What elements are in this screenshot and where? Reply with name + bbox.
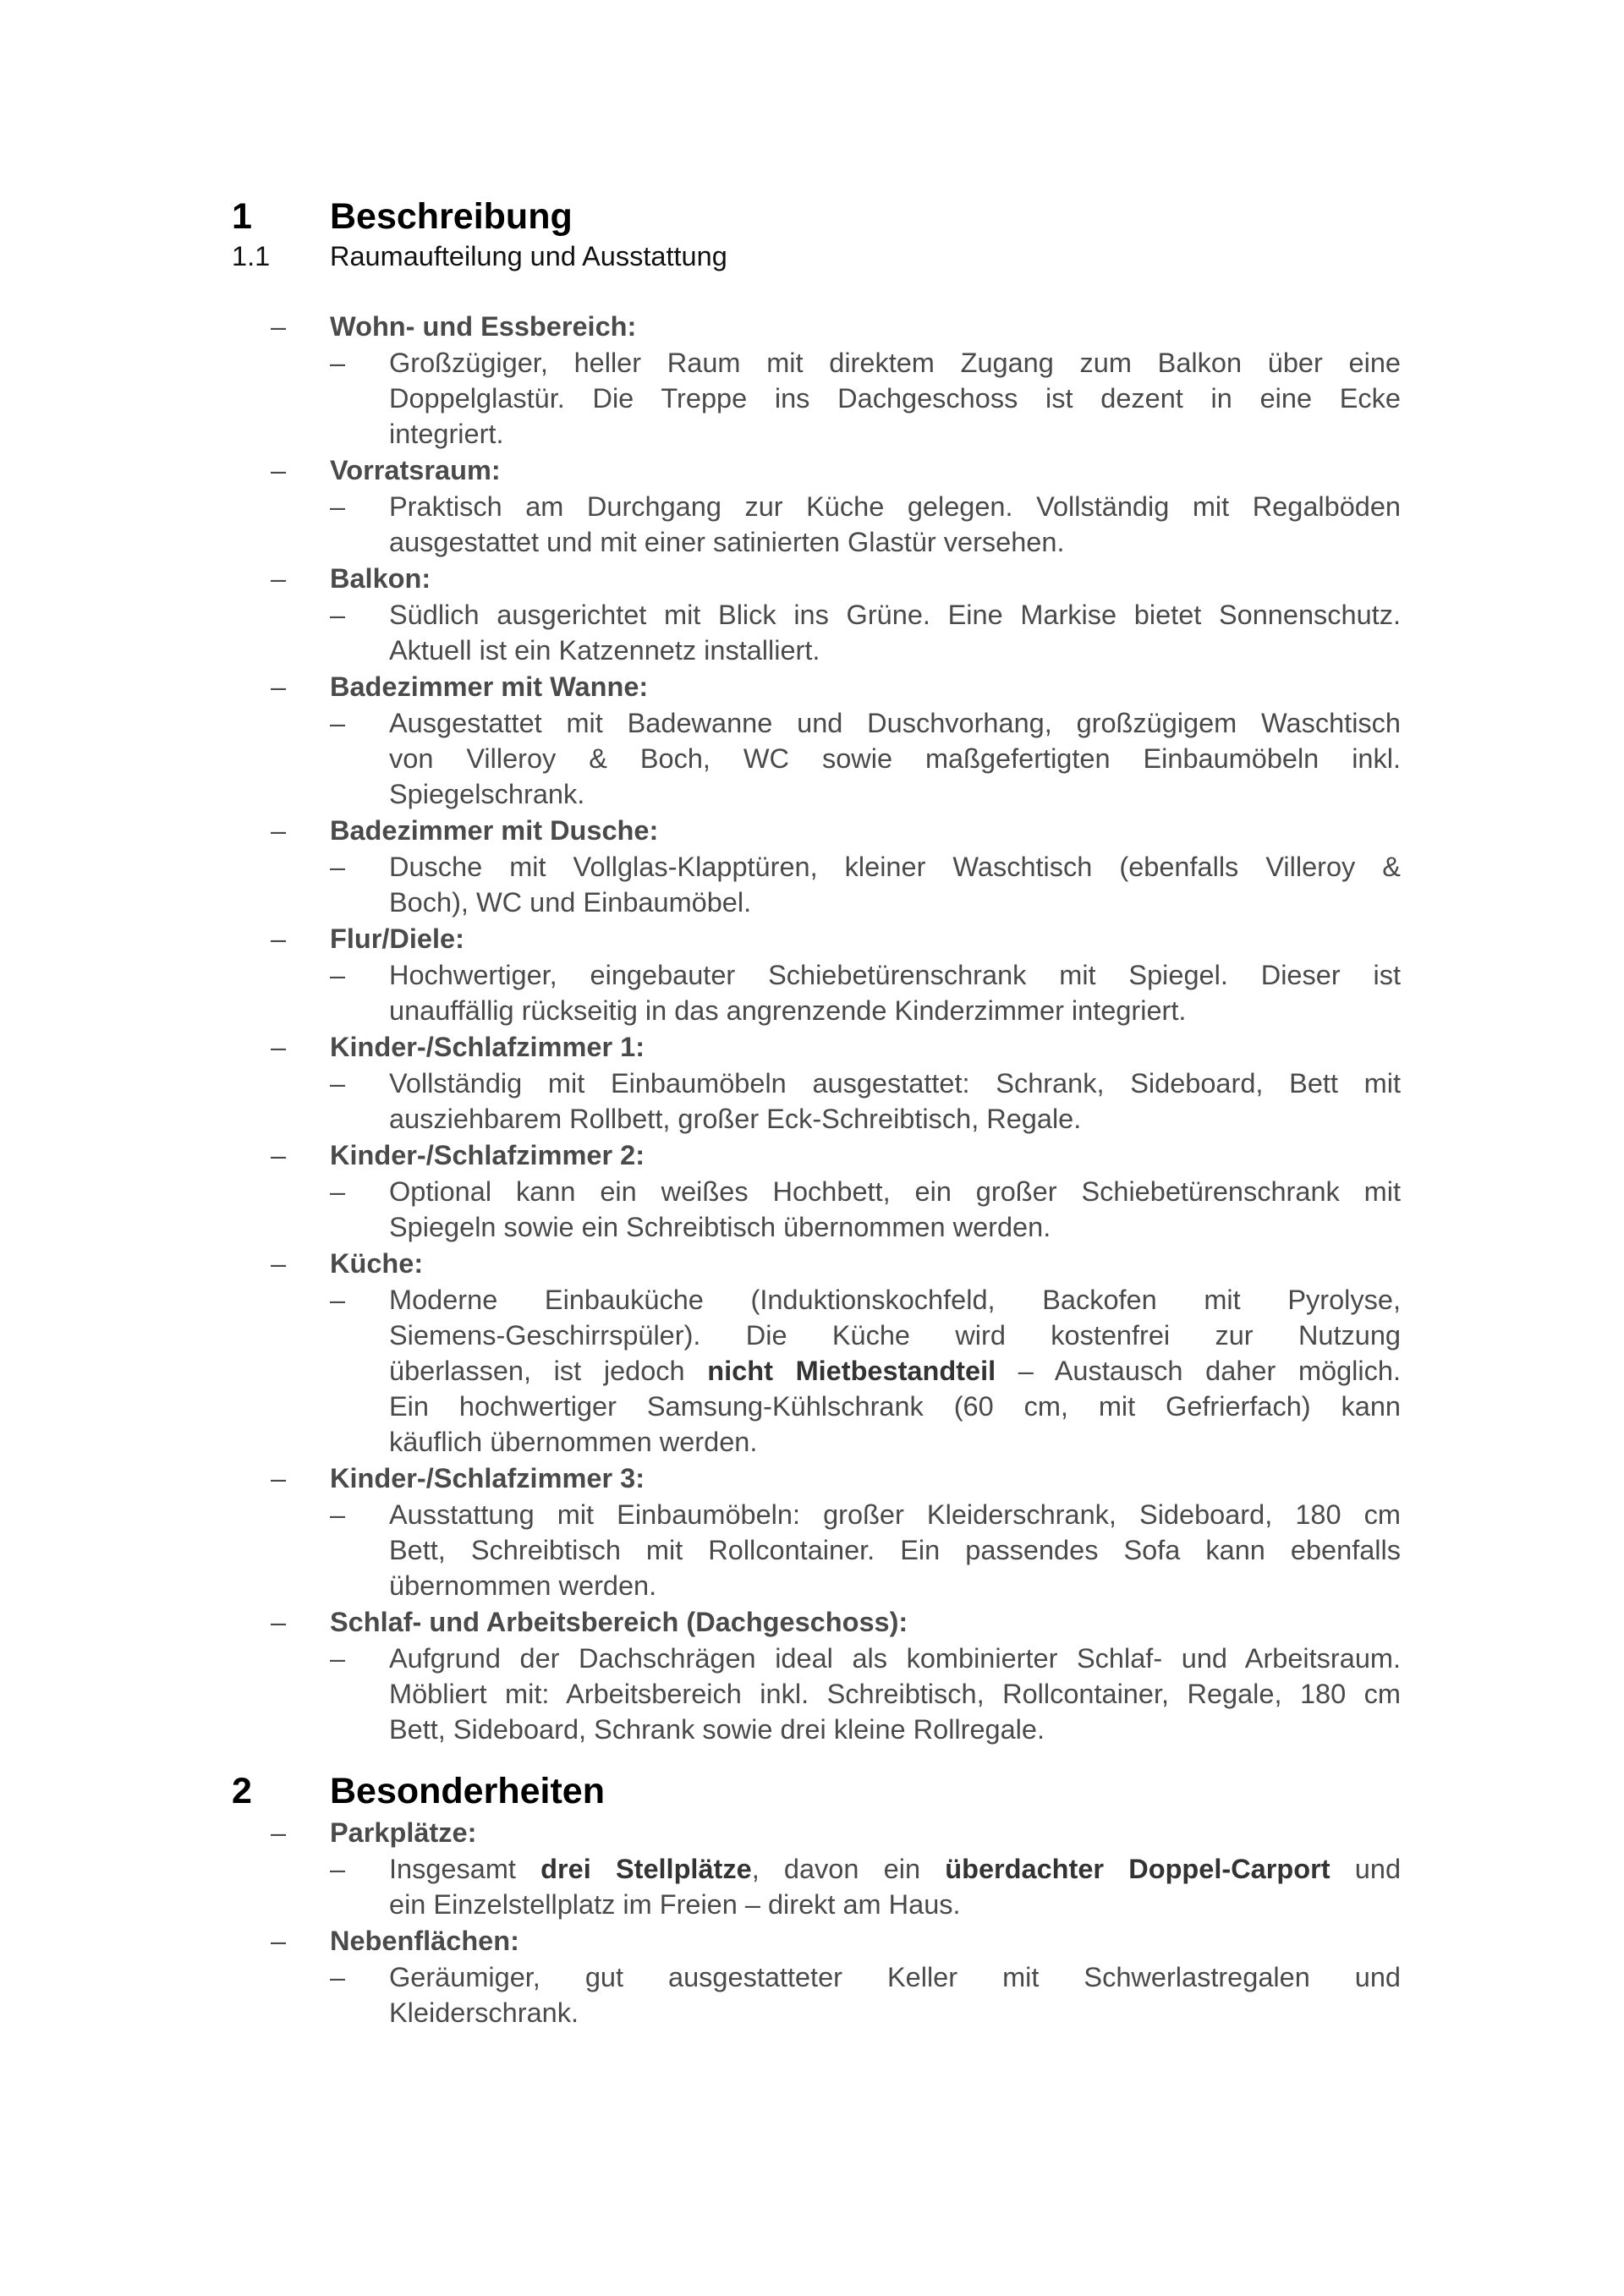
item-title: Kinder-/Schlafzimmer 1: [330,1032,645,1062]
section-number: 1 [232,196,252,237]
section-title: Besonderheiten [330,1771,605,1811]
description-line: käuflich übernommen werden. [389,1427,758,1457]
item-title: Badezimmer mit Dusche: [330,815,659,846]
list-item-description [330,597,1401,668]
description-line: Spiegeln sowie ein Schreibtisch übernommen werden. [389,1212,1051,1242]
item-title: Wohn- und Essbereich: [330,311,637,342]
description-line: Möbliert mit: Arbeitsbereich inkl. Schreibtisch, Rollcontainer, Regale, 180 cm [389,1679,1401,1709]
description-line: übernommen werden. [389,1570,657,1601]
list-item-description [330,1282,1401,1460]
description-line: Geräumiger, gut ausgestatteter Keller mit Schwerlastregalen und [389,1962,1401,1992]
item-title: Nebenflächen: [330,1926,519,1956]
dash-bullet: – [330,960,346,990]
item-title: Küche: [330,1248,424,1279]
description-line: Spiegelschrank. [389,779,585,809]
dash-bullet: – [271,563,287,594]
description-line: Ein hochwertiger Samsung-Kühlschrank (60 cm, mit Gefrierfach) kann [389,1391,1401,1422]
description-line: unauffällig rückseitig in das angrenzende Kinderzimmer integriert. [389,995,1187,1026]
text-run: überlassen, ist jedoch [389,1356,708,1386]
item-title: Badezimmer mit Wanne: [330,671,649,702]
description-line: Bett, Sideboard, Schrank sowie drei kleine Rollregale. [389,1714,1045,1745]
description-line: Bett, Schreibtisch mit Rollcontainer. Ein passendes Sofa kann ebenfalls [389,1535,1401,1565]
description-line: integriert. [389,419,504,449]
dash-bullet: – [330,1643,346,1674]
text-run: und [1330,1854,1402,1884]
dash-bullet: – [271,1817,287,1848]
section-number: 2 [232,1771,252,1811]
subsection-number: 1.1 [232,241,271,271]
dash-bullet: – [330,1285,346,1315]
item-title: Parkplätze: [330,1817,477,1848]
description-line: Moderne Einbauküche (Induktionskochfeld, Backofen mit Pyrolyse, [389,1285,1401,1315]
description-line: Boch), WC und Einbaumöbel. [389,887,752,918]
dash-bullet: – [271,671,287,702]
section-title: Beschreibung [330,196,573,237]
list-item-description [330,1641,1401,1747]
description-line: ein Einzelstellplatz im Freien – direkt am Haus. [389,1889,961,1920]
description-line: Aktuell ist ein Katzennetz installiert. [389,635,820,666]
description-line: Ausstattung mit Einbaumöbeln: großer Kleiderschrank, Sideboard, 180 cm [389,1499,1401,1530]
list-item-description [330,1959,1401,2030]
emphasis-text: überdachter Doppel-Carport [945,1854,1330,1884]
dash-bullet: – [330,1068,346,1099]
description-line: Kleiderschrank. [389,1997,579,2028]
list-item-description [330,957,1401,1028]
description-line: Siemens-Geschirrspüler). Die Küche wird kostenfrei zur Nutzung [389,1320,1401,1351]
list-item-description [330,1497,1401,1603]
description-line: Doppelglastür. Die Treppe ins Dachgeschoss ist dezent in eine Ecke [389,383,1401,414]
description-line [389,1851,1401,1887]
dash-bullet: – [271,1032,287,1062]
text-run: Insgesamt [389,1854,541,1884]
subsection-title: Raumaufteilung und Ausstattung [330,241,727,271]
dash-bullet: – [271,1607,287,1637]
item-title: Kinder-/Schlafzimmer 3: [330,1463,645,1493]
item-title: Kinder-/Schlafzimmer 2: [330,1140,645,1170]
description-line: Südlich ausgerichtet mit Blick ins Grüne. Eine Markise bietet Sonnenschutz. [389,600,1401,630]
dash-bullet: – [271,455,287,485]
dash-bullet: – [271,1140,287,1170]
description-line: Großzügiger, heller Raum mit direktem Zugang zum Balkon über eine [389,348,1401,378]
description-line: von Villeroy & Boch, WC sowie maßgefertigten Einbaumöbeln inkl. [389,743,1401,774]
dash-bullet: – [271,1248,287,1279]
list-item-description [330,1066,1401,1137]
dash-bullet: – [271,1463,287,1493]
description-line: Optional kann ein weißes Hochbett, ein großer Schiebetürenschrank mit [389,1176,1401,1207]
dash-bullet: – [330,600,346,630]
dash-bullet: – [330,1962,346,1992]
dash-bullet: – [330,1499,346,1530]
description-line: ausziehbarem Rollbett, großer Eck-Schreibtisch, Regale. [389,1104,1082,1134]
dash-bullet: – [271,1926,287,1956]
item-title: Schlaf- und Arbeitsbereich (Dachgeschoss): [330,1607,908,1637]
dash-bullet: – [330,1176,346,1207]
text-run: – Austausch daher möglich. [996,1356,1401,1386]
description-line: Vollständig mit Einbaumöbeln ausgestattet: Schrank, Sideboard, Bett mit [389,1068,1401,1099]
item-title: Balkon: [330,563,431,594]
description-line [389,1353,1401,1389]
dash-bullet: – [330,348,346,378]
list-item-description [330,489,1401,560]
item-title: Flur/Diele: [330,923,464,954]
dash-bullet: – [271,923,287,954]
emphasis-text: nicht Mietbestandteil [707,1356,996,1386]
dash-bullet: – [330,491,346,522]
description-line: Dusche mit Vollglas-Klapptüren, kleiner Waschtisch (ebenfalls Villeroy & [389,852,1401,882]
list-item-description [330,705,1401,812]
dash-bullet: – [271,311,287,342]
emphasis-text: drei Stellplätze [540,1854,752,1884]
description-line: ausgestattet und mit einer satinierten Glastür versehen. [389,527,1065,557]
list-item-description [330,345,1401,452]
description-line: Praktisch am Durchgang zur Küche gelegen. Vollständig mit Regalböden [389,491,1401,522]
item-title: Vorratsraum: [330,455,501,485]
dash-bullet: – [330,1854,346,1884]
dash-bullet: – [271,815,287,846]
description-line: Hochwertiger, eingebauter Schiebetürenschrank mit Spiegel. Dieser ist [389,960,1401,990]
text-run: , davon ein [751,1854,946,1884]
list-item-description [330,1174,1401,1245]
description-line: Ausgestattet mit Badewanne und Duschvorhang, großzügigem Waschtisch [389,708,1401,738]
list-item-description [330,849,1401,920]
dash-bullet: – [330,708,346,738]
description-line: Aufgrund der Dachschrägen ideal als kombinierter Schlaf- und Arbeitsraum. [389,1643,1401,1674]
dash-bullet: – [330,852,346,882]
list-item-description [330,1851,1401,1922]
